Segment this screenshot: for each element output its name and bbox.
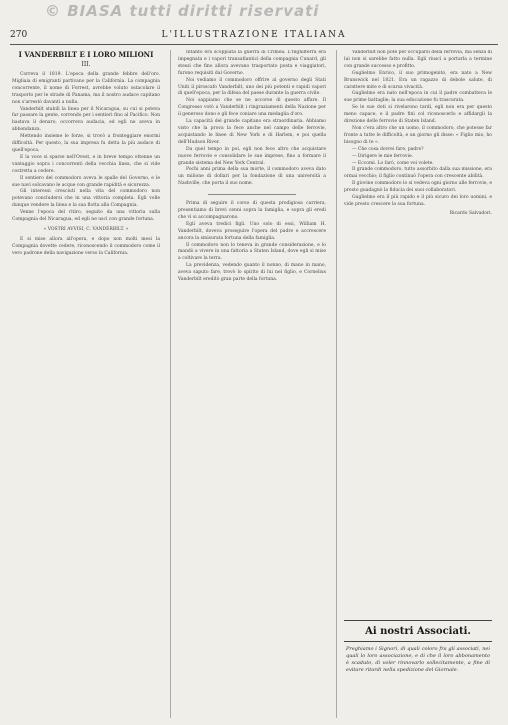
- notice-title-rule: [344, 641, 492, 642]
- paragraph: Se le sue doti si rivelarono tardi, egli non era per questo meno capace, e il padre finì col riconoscerlo e affidargli la direzione delle ferrovie di Staten Island.: [344, 105, 492, 125]
- paragraph: Noi sappiamo che se ne accorse di questo affare. Il Congresso votò a Vanderbilt i ringraziamenti della Nazione per il generoso dono e gli fece coniare una medaglia d'oro.: [178, 98, 326, 118]
- paragraph: Da quel tempo in poi, egli non fece altro che acquistare nuove ferrovie e consolidare le sue imprese, fino a formare il grande sistema del New York Central.: [178, 146, 326, 166]
- paragraph: Intanto era scoppiata la guerra di Crimea. L'Inghilterra era impegnata e i vapori transatlantici della compagnia Cunard, gli stessi che fino allora avevano trasportato posta e viaggiatori, furono requisiti dal Governo.: [178, 50, 326, 76]
- article-title: I VANDERBILT E I LORO MILIONI: [18, 50, 154, 59]
- dialogue-line: — Eccomi. Lo farò, come voi volete.: [352, 160, 434, 166]
- paragraph: E la voce si sparse nell'Ovest, e in breve tempo ottenne un vantaggio sopra i concorrenti della vecchia linea, che si vide costretta a cedere.: [12, 154, 160, 174]
- running-title: L'ILLUSTRAZIONE ITALIANA: [161, 30, 347, 40]
- author-signature: Ricardo Salvadori.: [449, 210, 492, 216]
- paragraph: Correva il 1819. L'epoca della grande febbre dell'oro. Migliaia di emigranti partivano per la California. La compagnia concorrente, il nome di Forrest, avrebbe voluto ostacolare il trasporto per le strade di Panama, ma il nostro audace capitano non s'arrestò davanti a nulla.: [12, 72, 160, 105]
- paragraph: Guglielmo Enrico, il suo primogenito, era nato a New Brunswick nel 1821. Era un ragazzo di debole salute, di carattere mite e di scarsa vivacità.: [344, 70, 492, 90]
- paragraph: Egli aveva tredici figli. Uno solo di essi, William H. Vanderbilt, doveva proseguire l'opera del padre e accrescere ancora la smisurata fortuna della famiglia.: [178, 221, 326, 241]
- paragraph: Gli interessi cresciuti nella vita del commodoro non potevano concludersi che in una vittoria completa. Egli volle dunque vendere la linea e la sua flotta alla Compagnia.: [12, 189, 160, 209]
- dialogue-line: — Che cosa dovrei fare, padre?: [352, 146, 424, 152]
- article-part: III.: [81, 61, 91, 68]
- paragraph: Guglielmo era il più rapido e il più sicuro dei loro uomini, e vide presto crescere la sua fortuna.: [344, 195, 492, 207]
- dialogue-line: — Dirigere le mie ferrovie.: [352, 153, 414, 159]
- paragraph: Prima di seguire il corso di questa prodigiosa carriera, presentiamo di brevi cenni sopra la famiglia, e sopra gli eredi che vi si accompagnarono.: [178, 201, 326, 220]
- notice-text: Preghiamo i Signori, di quali coloro fra gli associati, nei quali lo loro associazione, e di che il loro abbonamento è scaduto, di voler rinnovarlo sollecitamente, a fine di evitare ritardi nella spedizione del Giornale.: [346, 646, 490, 673]
- paragraph: Il commodoro non lo teneva in grande considerazione, e lo mandò a vivere in una fattoria a Staten Island, dove egli si mise a coltivare la terra.: [178, 242, 326, 262]
- column-1: [12, 50, 160, 718]
- paragraph: Mettendo insieme le forze, si trovò a fronteggiare enormi difficoltà. Per questo, la sua impresa fu detta la più audace di quell'epoca.: [12, 134, 160, 153]
- quoted-line: « VOSTRI AVVISI, C. VANDERBILT. »: [43, 226, 129, 232]
- paragraph: Il sentiero del commodoro aveva le spalle del Governo, e le sue navi solcavano le acque con grande rapidità e sicurezza.: [12, 175, 160, 188]
- column-3: [344, 50, 492, 620]
- column-2: [178, 50, 326, 718]
- paragraph: La capacità del grande capitano era straordinaria. Abbiamo visto che la prova la fece anche nel campo delle ferrovie, acquistando le linee di New York e di Harlem, e poi quella dell'Hudson River.: [178, 119, 326, 145]
- paragraph: La previdenza, vedendo quanto il nonno, di mano in mano, aveva saputo fare, trovò lo spirito di lui nel figlio, e Cornelius Vanderbilt ereditò gran parte della fortuna.: [178, 263, 326, 283]
- paragraph: Noi vediamo il commodoro offrire al governo degli Stati Uniti il piroscafo Vanderbilt, uno dei più potenti e rapidi vapori di quell'epoca, per la difesa del paese durante la guerra civile.: [178, 77, 326, 97]
- paragraph: E si mise allora all'opera, e dopo non molti mesi la Compagnia dovette cedere, riconoscendo il commodoro come il vero padrone della navigazione verso la California.: [12, 236, 160, 256]
- notice-title: Ai nostri Associati.: [365, 626, 471, 637]
- paragraph: Vanderbilt stabilì la linea per il Nicaragua, su cui si poteva far passare la gente, correndo per i sentieri fino al Pacifico. Non bastava il denaro, occorreva audacia, ed egli ne aveva in abbondanza.: [12, 106, 160, 133]
- notice-top-rule: [344, 620, 492, 621]
- paragraph: Venne l'epoca del ritiro, seguito da una vittoria sulla Compagnia del Nicaragua, ed egli ne uscì con grande fortuna.: [12, 210, 160, 223]
- paragraph: Pochi anni prima della sua morte, il commodoro aveva dato un milione di dollari per la fondazione di una università a Nashville, che porta il suo nome.: [178, 167, 326, 187]
- column-divider: [170, 50, 171, 718]
- paragraph: Non c'era altro che un uomo, il commodoro, che potesse far fronte a tutte le difficoltà, e un giorno gli disse: « Figlio mio, ho bisogno di te ».: [344, 125, 492, 145]
- column-divider: [336, 50, 337, 718]
- paragraph: Vanderbilt non poté per occuparsi della ferrovia, ma senza di lui non si sarebbe fatto nulla. Egli riuscì a portarla a termine con grande successo e profitto.: [344, 50, 492, 69]
- page-header: [10, 30, 498, 45]
- paragraph: Il giovine commodoro lo si vedeva ogni giorno alle ferrovie, e presto guadagnò la fiducia dei suoi collaboratori.: [344, 181, 492, 194]
- watermark: © BIASA tutti diritti riservati: [45, 2, 320, 20]
- paragraph: Guglielmo era nato nell'epoca in cui il padre combatteva le sue prime battaglie; la sua educazione fu trascurata.: [344, 91, 492, 104]
- section-separator: [208, 194, 296, 195]
- page-number: 270: [10, 30, 28, 40]
- paragraph: Il grande commodoro, tutto assorbito dalla sua missione, era ormai vecchio; il figlio continuò l'opera con crescente abilità.: [344, 167, 492, 180]
